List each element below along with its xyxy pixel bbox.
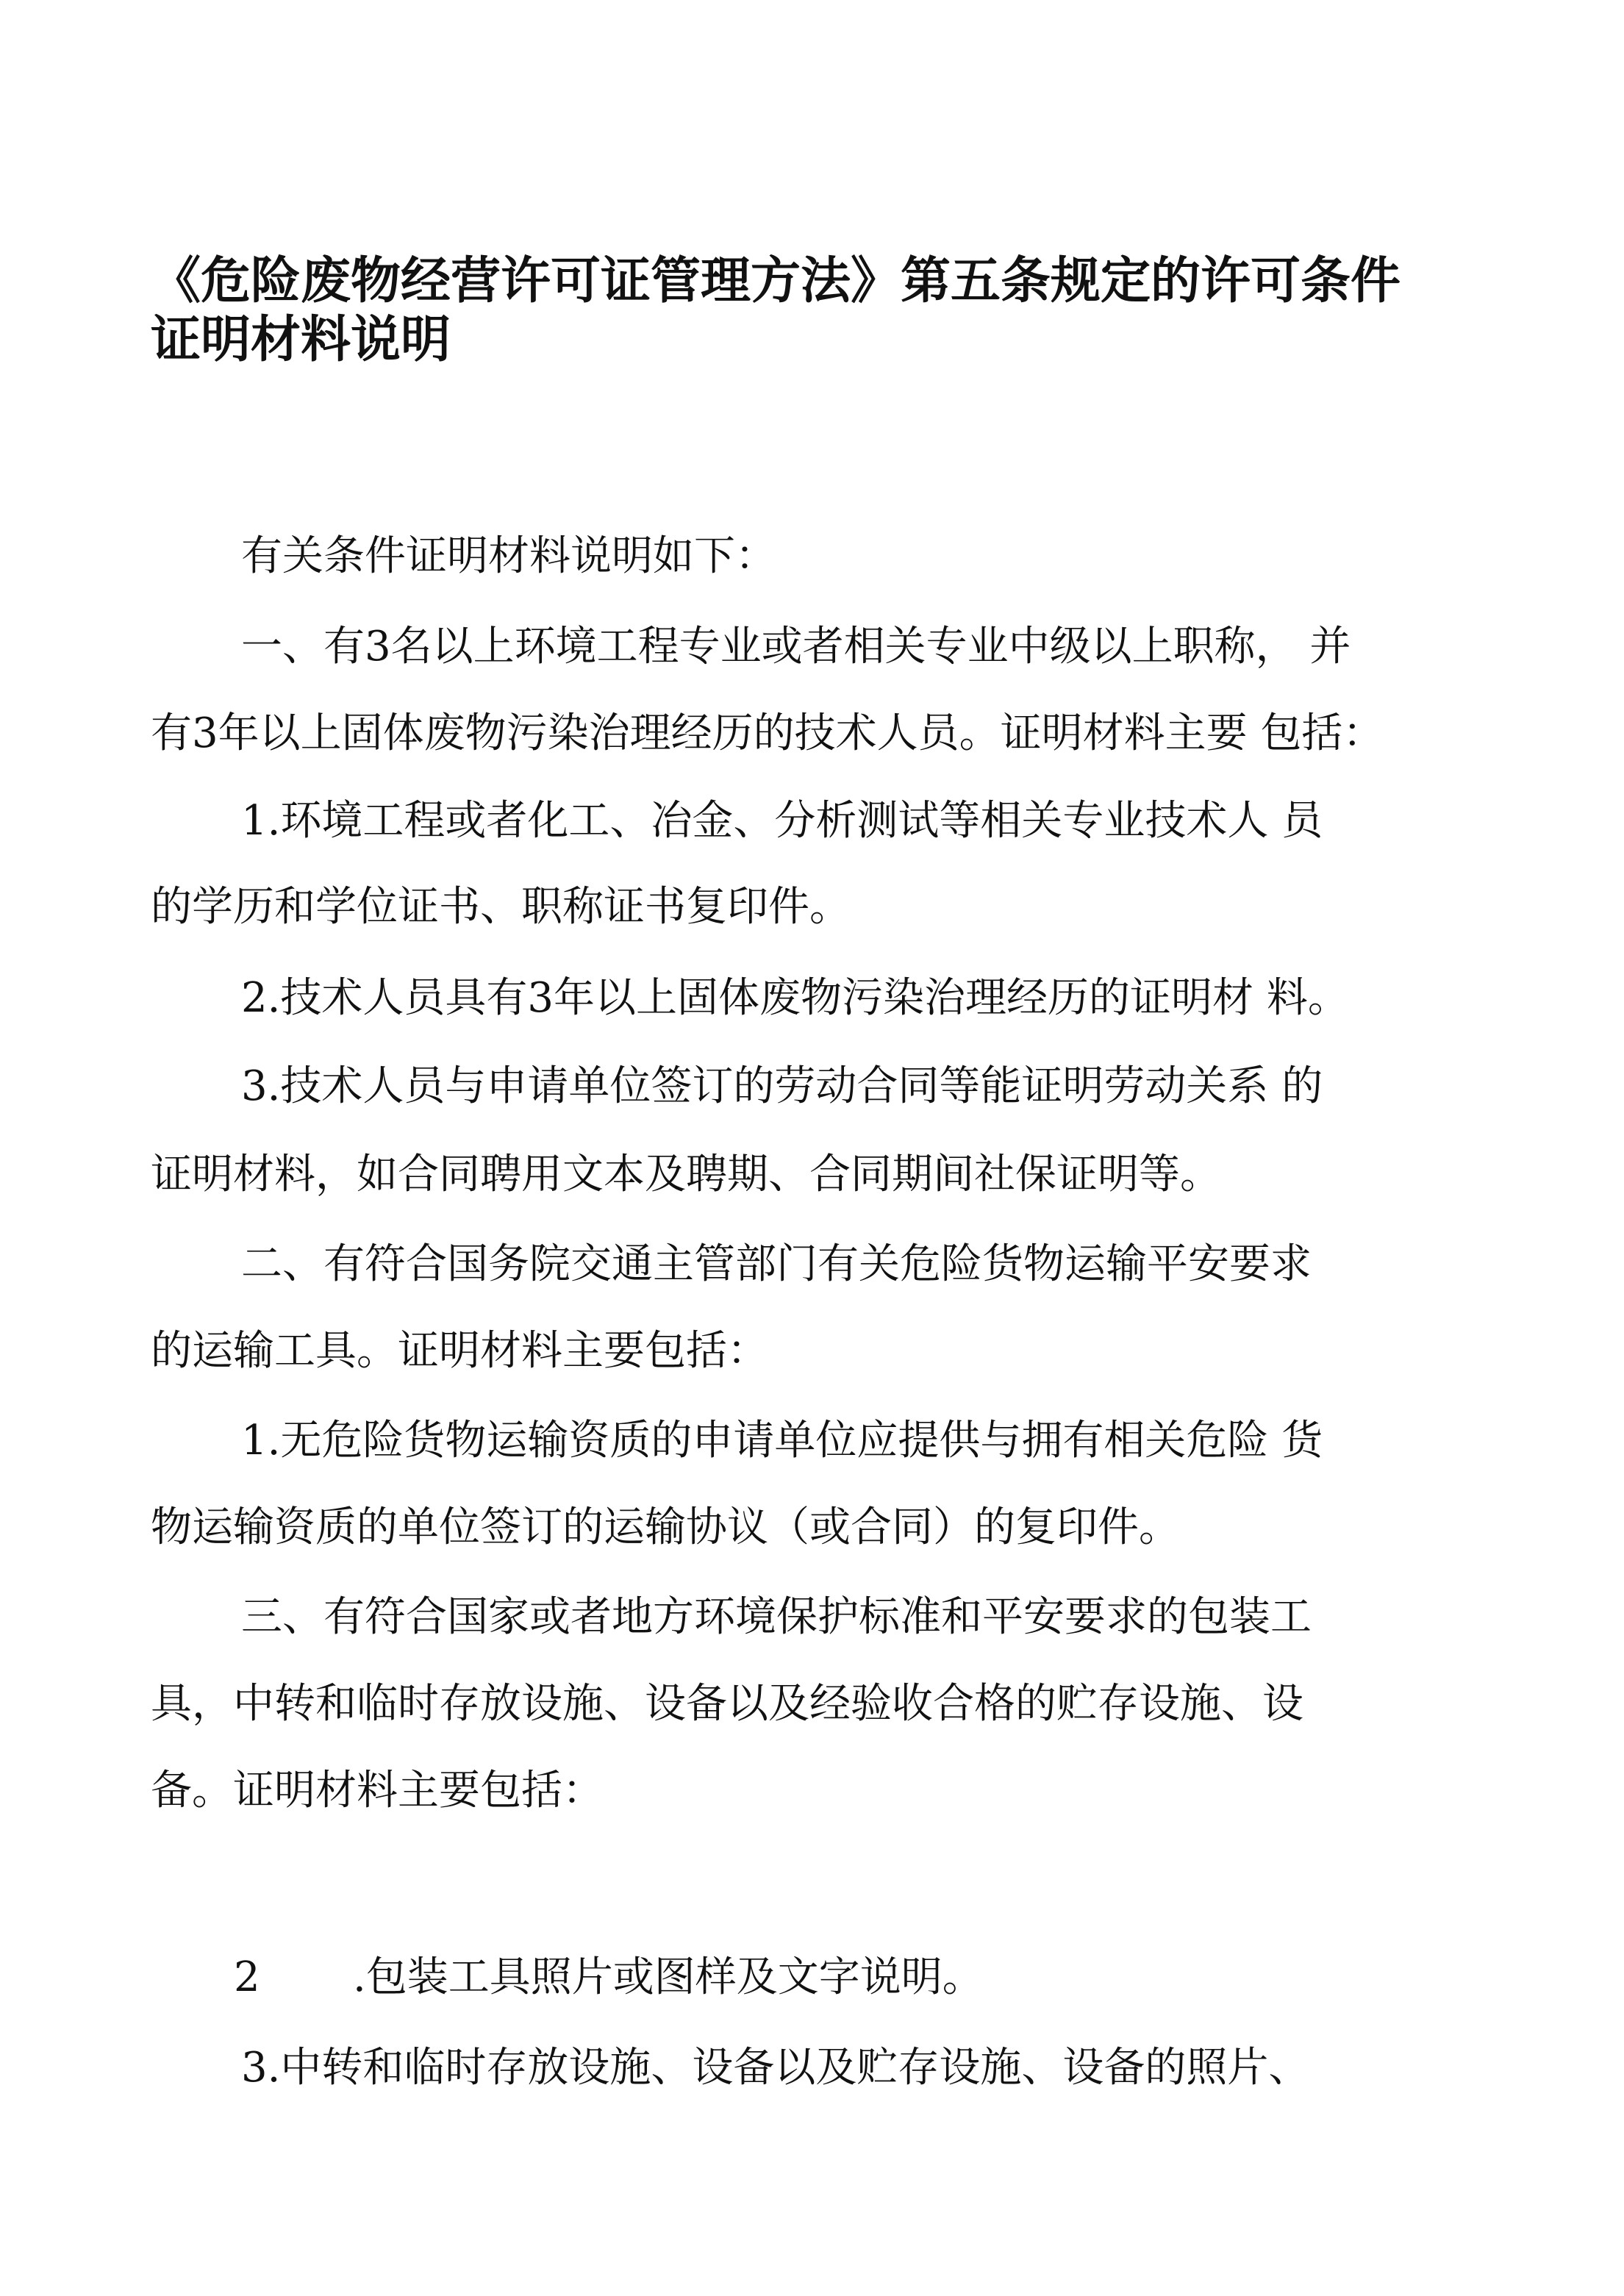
- section-1-item-2: 2.技术人员具有3年以上固体废物污染治理经历的证明材 料。: [241, 974, 1349, 1022]
- section-1-item-1-line-1: 1.环境工程或者化工、冶金、分析测试等相关专业技术人 员: [241, 797, 1323, 845]
- section-2-line-1: 二、有符合国务院交通主管部门有关危险货物运输平安要求: [241, 1240, 1312, 1288]
- section-3-line-2: 具，中转和临时存放设施、设备以及经验收合格的贮存设施、设: [151, 1680, 1303, 1728]
- section-3-item-2-number: 2: [234, 1953, 260, 2001]
- title-line-1: 《危险废物经营许可证管理方法》第五条规定的许可条件: [151, 252, 1401, 310]
- section-2-item-1-line-2: 物运输资质的单位签订的运输协议（或合同）的复印件。: [151, 1503, 1180, 1551]
- intro-paragraph: 有关条件证明材料说明如下：: [241, 532, 776, 580]
- section-3-line-1: 三、有符合国家或者地方环境保护标准和平安要求的包装工: [241, 1593, 1312, 1641]
- section-1-item-3-line-2: 证明材料，如合同聘用文本及聘期、合同期间社保证明等。: [151, 1151, 1221, 1198]
- section-3-line-3: 备。证明材料主要包括：: [151, 1767, 604, 1814]
- section-2-line-2: 的运输工具。证明材料主要包括：: [151, 1327, 768, 1375]
- section-2-item-1-line-1: 1.无危险货物运输资质的申请单位应提供与拥有相关危险 货: [241, 1417, 1323, 1464]
- section-3-item-3-line-1: 3.中转和临时存放设施、设备以及贮存设施、设备的照片、: [241, 2044, 1310, 2092]
- section-1-line-1: 一、有3名以上环境工程专业或者相关专业中级以上职称， 并: [241, 623, 1351, 670]
- section-1-item-1-line-2: 的学历和学位证书、职称证书复印件。: [151, 883, 851, 931]
- section-1-line-2: 有3年以上固体废物污染治理经历的技术人员。证明材料主要 包括：: [151, 709, 1384, 757]
- title-line-2: 证明材料说明: [151, 311, 451, 369]
- section-1-item-3-line-1: 3.技术人员与申请单位签订的劳动合同等能证明劳动关系 的: [241, 1062, 1323, 1110]
- section-3-item-2-text: .包装工具照片或图样及文字说明。: [353, 1953, 984, 2001]
